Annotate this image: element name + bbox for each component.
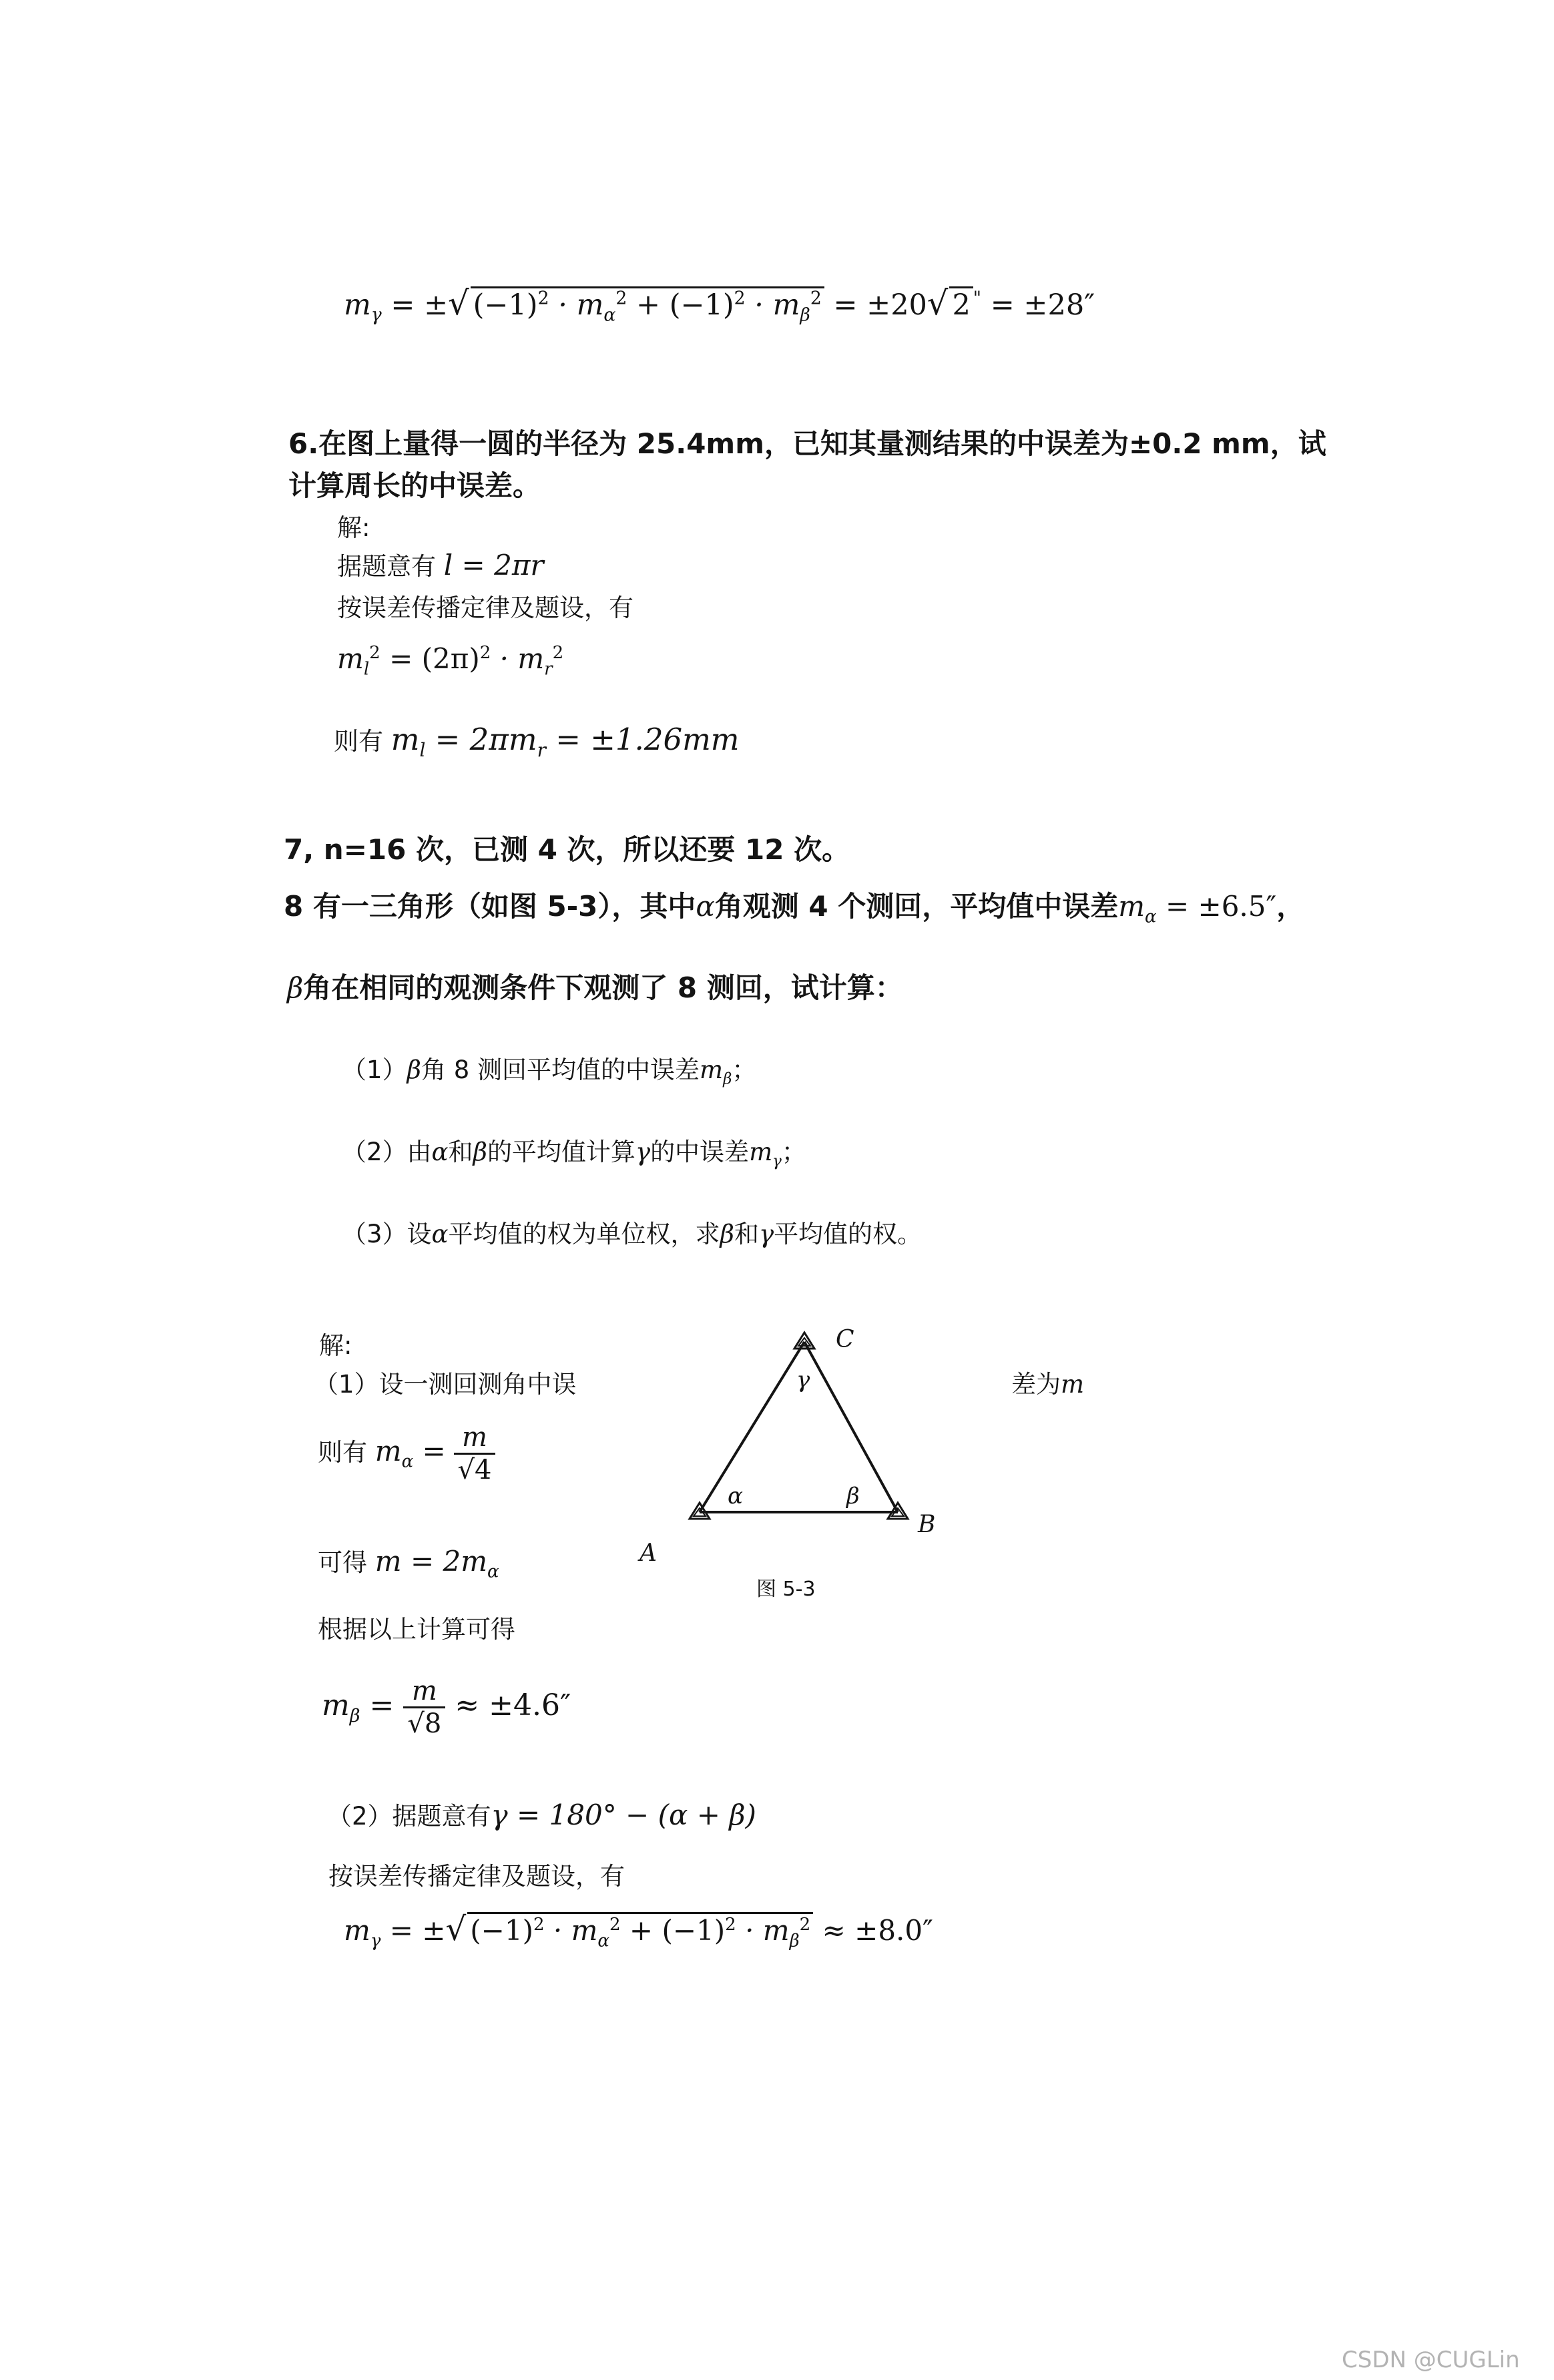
m-alpha-fraction: $\frac{m}{√4}$ [454, 1422, 496, 1485]
q8-line2: β角在相同的观测条件下观测了 8 测回，试计算： [287, 971, 903, 1004]
q8-item3: （3）设α平均值的权为单位权，求β和γ平均值的权。 [342, 1220, 923, 1248]
solution-m-beta: $m_\beta$ = $\frac{m}{√8}$ ≈ ±4.6″ [322, 1676, 571, 1739]
figure-caption: 图 5-3 [756, 1578, 816, 1601]
q6-line2: 计算周长的中误差。 [288, 469, 541, 502]
q6-formula-2: $m_l^2 = (2\pi)^2 \cdot m_r^2$ [337, 642, 564, 680]
angle-label-gamma: γ [796, 1367, 810, 1393]
top-formula: $m_\gamma$ = ±√ $(-1)^2 \cdot m_\alpha^2 + (-1)^2 \cdot m_\beta^2 = \pm 20√$ 2 " = ±28″ [344, 284, 1095, 326]
solution-final-formula: $m_\gamma$ = ±√ $(-1)^2 \cdot m_\alpha^2 + (-1)^2 \cdot m_\beta^2 \approx \pm 8.0''$ [344, 1911, 933, 1951]
radicand: $(-1)^2 \cdot m_\alpha^2 + (-1)^2 \cdot m_\beta^2$ [471, 286, 824, 322]
vertex-label-b: B [918, 1511, 936, 1538]
m-alpha-lhs: $m_\alpha$ = [374, 1435, 446, 1472]
side-ca [700, 1342, 804, 1512]
vertex-label-a: A [639, 1539, 657, 1567]
angle-label-alpha: α [728, 1483, 743, 1509]
solution-step2-prop: 按误差传播定律及题设，有 [328, 1862, 625, 1891]
solution-label: 解: [319, 1331, 352, 1360]
q8-item1: （1）β角 8 测回平均值的中误差$m_\beta$； [342, 1055, 757, 1088]
station-marker-c [794, 1333, 814, 1349]
radical-sign-3: √ [445, 1911, 467, 1948]
angle-label-beta: β [846, 1483, 860, 1509]
final-radicand: $(-1)^2 \cdot m_\alpha^2 + (-1)^2 \cdot m_\beta^2$ [467, 1912, 813, 1947]
q6-solution-label: 解: [337, 513, 370, 542]
m-beta-denominator: √8 [403, 1708, 445, 1739]
radical-sign-2: √ [927, 284, 949, 322]
triangle-figure [639, 1308, 975, 1609]
q8-item2: （2）由α和β的平均值计算γ的中误差$m_\gamma$； [342, 1138, 806, 1170]
q6-result-formula: $m_l = 2\pi m_r = \pm 1.26mm$ [391, 722, 740, 761]
solution-based: 根据以上计算可得 [318, 1615, 515, 1644]
m-alpha-denominator: √4 [454, 1455, 496, 1485]
q8-item1-m: $m_\beta$ [700, 1055, 732, 1088]
solution-m-alpha: 则有 $m_\alpha$ = $\frac{m}{√4}$ [318, 1422, 495, 1485]
solution-step1-right: 差为m [1011, 1370, 1085, 1399]
radical-sign: √ [448, 284, 469, 322]
watermark: CSDN @CUGLin [1342, 2347, 1520, 2373]
get-formula: $m = 2m_\alpha$ [374, 1545, 499, 1582]
q8-line1: 8 有一三角形（如图 5-3），其中α角观测 4 个测回，平均值中误差$m_\alpha = \pm 6.5''$， [284, 890, 1305, 927]
q6-line1: 6.在图上量得一圆的半径为 25.4mm，已知其量测结果的中误差为±0.2 mm，试 [288, 427, 1326, 460]
solution-get: 可得 $m = 2m_\alpha$ [318, 1545, 499, 1582]
q6-result: 则有 $m_l = 2\pi m_r = \pm 1.26mm$ [334, 722, 740, 761]
q8-line1-formula: $m_\alpha = \pm 6.5''$ [1118, 890, 1277, 927]
q7-text: 7, n=16 次，已测 4 次，所以还要 12 次。 [284, 833, 850, 866]
m-beta-fraction: $\frac{m}{√8}$ [403, 1676, 445, 1739]
q8-item2-m: $m_\gamma$ [749, 1138, 782, 1170]
solution-step2: （2）据题意有γ = 180° − (α + β) [327, 1799, 756, 1831]
vertex-label-c: C [836, 1326, 854, 1353]
q6-propagation: 按误差传播定律及题设，有 [337, 593, 633, 622]
q6-meaning: 据题意有 l = 2πr [337, 549, 544, 581]
solution-step1: （1）设一测回测角中误 [314, 1370, 577, 1399]
